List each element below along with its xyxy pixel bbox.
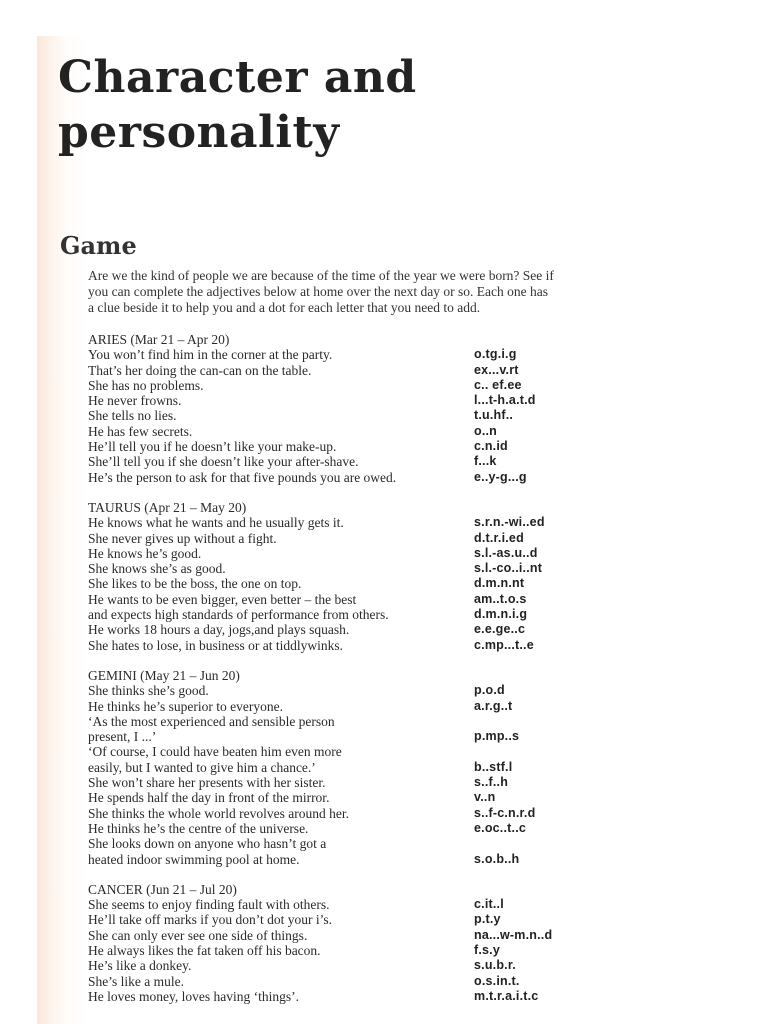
adjective-puzzle: s.l.-co..i..nt [474, 561, 543, 576]
sign-heading: CANCER (Jun 21 – Jul 20) [88, 881, 237, 897]
clue-row [88, 974, 588, 989]
adjective-puzzle: a.r.g..t [474, 698, 513, 713]
clue-row [88, 760, 588, 775]
clue-text: She looks down on anyone who hasn’t got a [88, 836, 327, 852]
clue-text: ‘Of course, I could have beaten him even more [88, 744, 342, 760]
adjective-puzzle: am..t.o.s [474, 591, 527, 606]
intro-line: a clue beside it to help you and a dot for each letter that you need to add. [88, 300, 481, 315]
clue-row [88, 546, 588, 561]
clue-row [88, 943, 588, 958]
adjective-puzzle: ex...v.rt [474, 362, 519, 377]
clue-row [88, 775, 588, 790]
clue-text: That’s her doing the can-can on the table. [88, 362, 312, 378]
clue-text: She never gives up without a fight. [88, 530, 277, 546]
adjective-puzzle: p.t.y [474, 912, 501, 927]
clue-row [88, 989, 588, 1004]
clue-row [88, 928, 588, 943]
clue-row [88, 515, 588, 530]
adjective-puzzle: s..f-c.n.r.d [474, 805, 536, 820]
adjective-puzzle: m.t.r.a.i.t.c [474, 988, 539, 1003]
clue-row [88, 378, 588, 393]
adjective-puzzle: na...w-m.n..d [474, 927, 553, 942]
adjective-puzzle: e.oc..t..c [474, 820, 527, 835]
clue-text: She can only ever see one side of things. [88, 927, 308, 943]
adjective-puzzle: c.it..l [474, 897, 504, 912]
clue-row [88, 347, 588, 362]
clue-row [88, 607, 588, 622]
clue-row [88, 729, 588, 744]
sign-heading: ARIES (Mar 21 – Apr 20) [88, 332, 230, 347]
clue-text: He knows what he wants and he usually gets it. [88, 515, 344, 531]
clue-text: She thinks she’s good. [88, 683, 209, 699]
sign-heading: GEMINI (May 21 – Jun 20) [88, 667, 240, 683]
adjective-puzzle: f...k [474, 454, 497, 469]
clue-text: He spends half the day in front of the mirror. [88, 790, 330, 806]
clue-text: He’ll tell you if he doesn’t like your make-up. [88, 439, 337, 455]
intro-paragraph [88, 268, 648, 316]
clue-text: ‘As the most experienced and sensible person [88, 713, 335, 729]
clue-text: He’s like a donkey. [88, 958, 192, 974]
clue-row [88, 470, 588, 485]
clue-row [88, 806, 588, 821]
clue-text: He has few secrets. [88, 423, 193, 439]
adjective-puzzle: e..y-g...g [474, 469, 527, 484]
sign-heading: TAURUS (Apr 21 – May 20) [88, 499, 247, 515]
clue-text: He thinks he’s superior to everyone. [88, 698, 283, 714]
clue-text: She won’t share her presents with her sister. [88, 775, 326, 791]
clue-text: He knows he’s good. [88, 545, 202, 561]
section-heading: Game [60, 231, 137, 260]
intro-line: Are we the kind of people we are because of the time of the year we were born? See if [88, 268, 554, 283]
clue-text: She’s like a mule. [88, 973, 184, 989]
adjective-puzzle: t.u.hf.. [474, 408, 514, 423]
adjective-puzzle: d.t.r.i.ed [474, 530, 524, 545]
adjective-puzzle: v..n [474, 790, 496, 805]
page-title [58, 50, 417, 160]
clue-row [88, 439, 588, 454]
zodiac-sign-block [88, 332, 588, 485]
zodiac-sign-block [88, 668, 588, 867]
adjective-puzzle: p.o.d [474, 683, 505, 698]
clue-row [88, 454, 588, 469]
clue-text: She seems to enjoy finding fault with others. [88, 897, 330, 913]
adjective-puzzle: o..n [474, 423, 498, 438]
adjective-puzzle: c.. ef.ee [474, 377, 522, 392]
clue-row [88, 852, 588, 867]
clue-row [88, 958, 588, 973]
clue-row [88, 821, 588, 836]
adjective-puzzle: s.r.n.-wi..ed [474, 515, 545, 530]
title-line: Character and [58, 52, 417, 103]
clue-row [88, 622, 588, 637]
adjective-puzzle: p.mp..s [474, 729, 520, 744]
adjective-puzzle: d.m.n.nt [474, 576, 525, 591]
clue-text: He works 18 hours a day, jogs,and plays squash. [88, 622, 350, 638]
clue-text: She has no problems. [88, 377, 204, 393]
clue-text: She knows she’s as good. [88, 561, 226, 577]
adjective-puzzle: e.e.ge..c [474, 622, 526, 637]
clue-row [88, 408, 588, 423]
clue-row [88, 561, 588, 576]
clue-text: easily, but I wanted to give him a chance.’ [88, 759, 316, 775]
clue-text: You won’t find him in the corner at the party. [88, 347, 333, 363]
adjective-puzzle: b..stf.l [474, 759, 513, 774]
intro-line: you can complete the adjectives below at home over the next day or so. Each one has [88, 284, 548, 299]
clue-row [88, 683, 588, 698]
clue-text: He never frowns. [88, 393, 182, 409]
clue-text: present, I ...’ [88, 729, 157, 745]
clue-text: He loves money, loves having ‘things’. [88, 988, 299, 1004]
adjective-puzzle: o.s.in.t. [474, 973, 520, 988]
zodiac-sign-block [88, 500, 588, 653]
clue-row [88, 790, 588, 805]
adjective-puzzle: o.tg.i.g [474, 347, 517, 362]
adjective-puzzle: l...t-h.a.t.d [474, 393, 536, 408]
adjective-puzzle: s..f..h [474, 775, 509, 790]
clue-text: He wants to be even bigger, even better – the best [88, 591, 357, 607]
adjective-puzzle: c.mp...t..e [474, 637, 534, 652]
clue-row [88, 531, 588, 546]
zodiac-sign-block [88, 882, 588, 1004]
clue-text: She likes to be the boss, the one on top. [88, 576, 302, 592]
adjective-puzzle: s.u.b.r. [474, 958, 516, 973]
clue-text: He’s the person to ask for that five pounds you are owed. [88, 469, 397, 485]
clue-text: He’ll take off marks if you don’t dot your i’s. [88, 912, 332, 928]
clue-row [88, 576, 588, 591]
adjective-puzzle: f.s.y [474, 942, 501, 957]
adjective-puzzle: c.n.id [474, 439, 508, 454]
clue-text: She hates to lose, in business or at tiddlywinks. [88, 637, 343, 653]
clue-row [88, 638, 588, 653]
clue-text: He always likes the fat taken off his bacon. [88, 942, 321, 958]
adjective-puzzle: s.o.b..h [474, 851, 520, 866]
clue-row [88, 424, 588, 439]
clue-text: heated indoor swimming pool at home. [88, 851, 300, 867]
adjective-puzzle: d.m.n.i.g [474, 607, 528, 622]
clue-row [88, 592, 588, 607]
clue-text: He thinks he’s the centre of the universe. [88, 820, 309, 836]
clue-text: She’ll tell you if she doesn’t like your after-shave. [88, 454, 359, 470]
clue-row [88, 912, 588, 927]
clue-text: and expects high standards of performance from others. [88, 607, 389, 623]
clue-text: She tells no lies. [88, 408, 177, 424]
title-line: personality [58, 107, 340, 158]
clue-row [88, 363, 588, 378]
clue-row [88, 897, 588, 912]
zodiac-list [88, 332, 588, 1019]
clue-text: She thinks the whole world revolves around her. [88, 805, 349, 821]
clue-row [88, 699, 588, 714]
adjective-puzzle: s.l.-as.u..d [474, 545, 538, 560]
clue-row [88, 393, 588, 408]
